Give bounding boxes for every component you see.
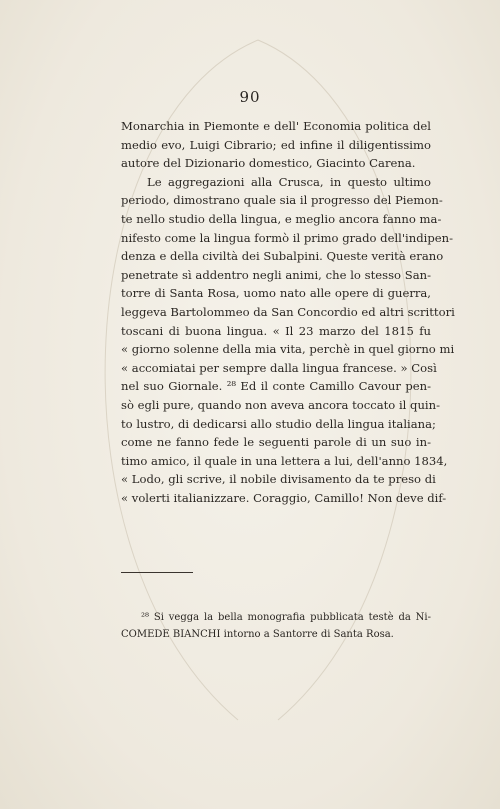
text-line: torre di Santa Rosa, uomo nato alle opere di guerra,	[121, 286, 431, 301]
text-line: leggeva Bartolommeo da San Concordio ed altri scrittori	[121, 304, 455, 319]
text-line: « accomiatai per sempre dalla lingua francese. » Così	[121, 360, 437, 375]
text-line: denza e della civiltà dei Subalpini. Queste verità erano	[121, 249, 444, 264]
text-line: timo amico, il quale in una lettera a lui, dell'anno 1834,	[121, 453, 448, 468]
footnote-line: COMEDE BIANCHI intorno a Santorre di Santa Rosa.	[121, 629, 394, 640]
text-line: « Lodo, gli scrive, il nobile divisamento da te preso di	[121, 472, 436, 487]
text-line: autore del Dizionario domestico, Giacinto Carena.	[121, 156, 416, 171]
text-line: come ne fanno fede le seguenti parole di un suo in-	[121, 435, 431, 450]
text-line: penetrate sì addentro negli animi, che lo stesso San-	[121, 267, 431, 282]
text-line: nel suo Giornale. ²⁸ Ed il conte Camillo Cavour pen-	[121, 379, 431, 394]
text-line: to lustro, di dedicarsi allo studio della lingua italiana;	[121, 416, 436, 431]
text-line: te nello studio della lingua, e meglio ancora fanno ma-	[121, 211, 442, 226]
text-line: sò egli pure, quando non aveva ancora toccato il quin-	[121, 397, 441, 412]
main-text-block	[121, 117, 455, 507]
text-line: medio evo, Luigi Cibrario; ed infine il diligentissimo	[121, 137, 431, 152]
footnote	[121, 609, 431, 643]
footnote-rule	[121, 572, 193, 573]
text-line: toscani di buona lingua. « Il 23 marzo del 1815 fu	[121, 323, 431, 338]
footnote-line: ²⁸ Si vegga la bella monografia pubblicata testè da Ni-	[141, 612, 431, 623]
text-line: periodo, dimostrano quale sia il progresso del Piemon-	[121, 193, 443, 208]
page-number: 90	[239, 88, 261, 106]
text-line: Monarchia in Piemonte e dell' Economia politica del	[121, 119, 431, 133]
text-line: Le aggregazioni alla Crusca, in questo ultimo	[147, 174, 431, 189]
text-line: « giorno solenne della mia vita, perchè in quel giorno mi	[121, 342, 455, 357]
text-line: « volerti italianizzare. Coraggio, Camillo! Non deve dif-	[121, 490, 447, 505]
text-line: nifesto come la lingua formò il primo grado dell'indipen-	[121, 230, 454, 245]
